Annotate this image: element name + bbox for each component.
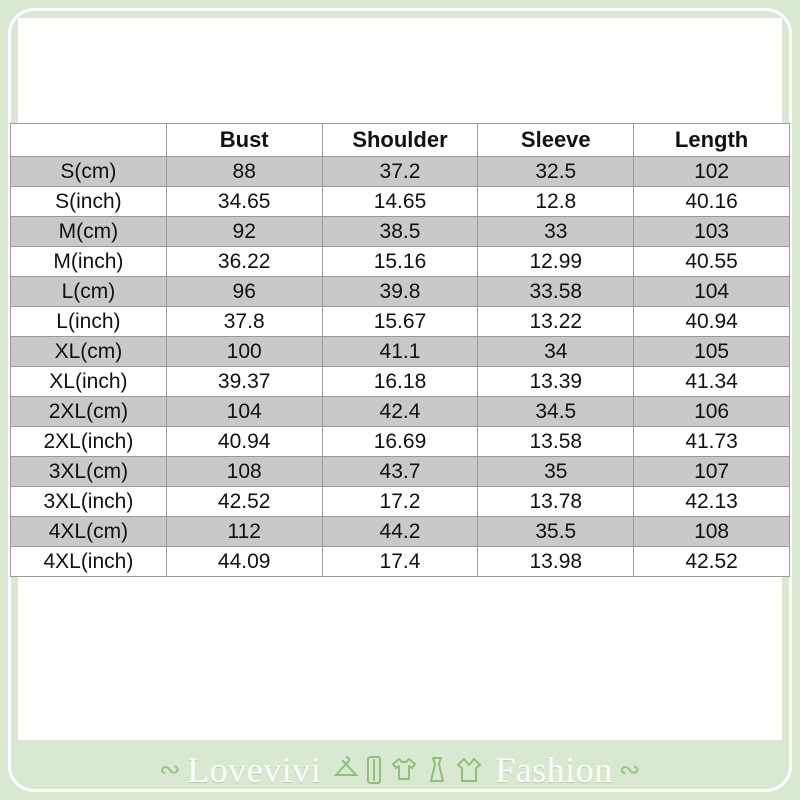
cell-shoulder: 44.2 <box>322 517 478 547</box>
size-table <box>10 123 790 577</box>
cell-sleeve: 13.58 <box>478 427 634 457</box>
cell-shoulder: 39.8 <box>322 277 478 307</box>
cell-shoulder: 41.1 <box>322 337 478 367</box>
row-label: 2XL(inch) <box>11 427 167 457</box>
cell-shoulder: 38.5 <box>322 217 478 247</box>
cell-bust: 34.65 <box>166 187 322 217</box>
row-label: 3XL(cm) <box>11 457 167 487</box>
size-table-container <box>10 123 790 577</box>
cell-length: 41.73 <box>634 427 790 457</box>
row-label: L(inch) <box>11 307 167 337</box>
cell-length: 108 <box>634 517 790 547</box>
cell-bust: 44.09 <box>166 547 322 577</box>
cell-sleeve: 34 <box>478 337 634 367</box>
cell-sleeve: 13.78 <box>478 487 634 517</box>
cell-sleeve: 12.99 <box>478 247 634 277</box>
cell-sleeve: 33 <box>478 217 634 247</box>
table-row <box>11 487 790 517</box>
cell-bust: 108 <box>166 457 322 487</box>
cell-length: 106 <box>634 397 790 427</box>
row-label: XL(inch) <box>11 367 167 397</box>
brand-lockup <box>159 749 641 791</box>
cell-shoulder: 43.7 <box>322 457 478 487</box>
row-label: 4XL(inch) <box>11 547 167 577</box>
column-header-shoulder: Shoulder <box>322 124 478 157</box>
table-row <box>11 457 790 487</box>
table-row <box>11 337 790 367</box>
cell-length: 42.52 <box>634 547 790 577</box>
swirl-right-icon: ∾ <box>618 755 642 784</box>
cell-shoulder: 16.69 <box>322 427 478 457</box>
cell-length: 105 <box>634 337 790 367</box>
cell-sleeve: 13.39 <box>478 367 634 397</box>
blouse-icon <box>455 753 483 787</box>
cell-bust: 92 <box>166 217 322 247</box>
footer-brand-bar <box>0 740 800 800</box>
cell-shoulder: 17.2 <box>322 487 478 517</box>
cell-shoulder: 15.67 <box>322 307 478 337</box>
swirl-left-icon: ∾ <box>158 755 182 784</box>
cell-shoulder: 16.18 <box>322 367 478 397</box>
cell-sleeve: 35 <box>478 457 634 487</box>
table-row <box>11 187 790 217</box>
table-header-row <box>11 124 790 157</box>
cell-length: 103 <box>634 217 790 247</box>
dress-icon <box>423 753 451 787</box>
table-row <box>11 517 790 547</box>
row-label: L(cm) <box>11 277 167 307</box>
cell-shoulder: 14.65 <box>322 187 478 217</box>
cell-length: 107 <box>634 457 790 487</box>
cell-length: 42.13 <box>634 487 790 517</box>
row-label: M(inch) <box>11 247 167 277</box>
brand-name-right: Fashion <box>495 750 613 790</box>
table-row <box>11 307 790 337</box>
table-row <box>11 157 790 187</box>
zipper-icon <box>363 753 385 787</box>
cell-bust: 112 <box>166 517 322 547</box>
table-row <box>11 427 790 457</box>
table-row <box>11 277 790 307</box>
table-row <box>11 367 790 397</box>
table-body <box>11 157 790 577</box>
cell-sleeve: 13.22 <box>478 307 634 337</box>
table-row <box>11 217 790 247</box>
column-header-corner <box>11 124 167 157</box>
row-label: S(inch) <box>11 187 167 217</box>
brand-name-left: Lovevivi <box>187 750 322 790</box>
cell-length: 104 <box>634 277 790 307</box>
row-label: 4XL(cm) <box>11 517 167 547</box>
row-label: 2XL(cm) <box>11 397 167 427</box>
cell-bust: 42.52 <box>166 487 322 517</box>
table-row <box>11 247 790 277</box>
row-label: S(cm) <box>11 157 167 187</box>
cell-bust: 88 <box>166 157 322 187</box>
cell-length: 41.34 <box>634 367 790 397</box>
table-row <box>11 547 790 577</box>
cell-shoulder: 15.16 <box>322 247 478 277</box>
cell-sleeve: 12.8 <box>478 187 634 217</box>
cell-shoulder: 37.2 <box>322 157 478 187</box>
column-header-sleeve: Sleeve <box>478 124 634 157</box>
cell-sleeve: 34.5 <box>478 397 634 427</box>
cell-bust: 36.22 <box>166 247 322 277</box>
cell-sleeve: 35.5 <box>478 517 634 547</box>
cell-shoulder: 17.4 <box>322 547 478 577</box>
row-label: XL(cm) <box>11 337 167 367</box>
column-header-bust: Bust <box>166 124 322 157</box>
tshirt-icon <box>389 753 419 787</box>
cell-length: 40.16 <box>634 187 790 217</box>
cell-bust: 96 <box>166 277 322 307</box>
clothing-icon-row <box>333 753 483 787</box>
cell-bust: 39.37 <box>166 367 322 397</box>
cell-bust: 104 <box>166 397 322 427</box>
cell-sleeve: 13.98 <box>478 547 634 577</box>
cell-sleeve: 33.58 <box>478 277 634 307</box>
row-label: M(cm) <box>11 217 167 247</box>
row-label: 3XL(inch) <box>11 487 167 517</box>
column-header-length: Length <box>634 124 790 157</box>
cell-length: 40.94 <box>634 307 790 337</box>
cell-bust: 37.8 <box>166 307 322 337</box>
cell-length: 40.55 <box>634 247 790 277</box>
cell-shoulder: 42.4 <box>322 397 478 427</box>
hanger-icon <box>333 753 359 787</box>
cell-bust: 40.94 <box>166 427 322 457</box>
table-header <box>11 124 790 157</box>
cell-bust: 100 <box>166 337 322 367</box>
cell-length: 102 <box>634 157 790 187</box>
table-row <box>11 397 790 427</box>
cell-sleeve: 32.5 <box>478 157 634 187</box>
